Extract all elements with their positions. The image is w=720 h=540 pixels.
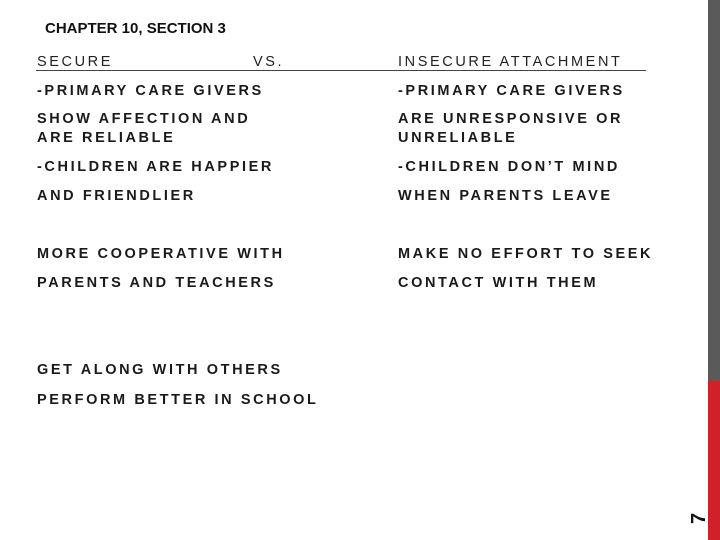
secure-line-7: PARENTS AND TEACHERS [37, 275, 276, 291]
header-secure: SECURE [37, 54, 114, 70]
header-vs: VS. [253, 54, 285, 70]
secure-line-5: AND FRIENDLIER [37, 188, 196, 204]
insecure-line-5: WHEN PARENTS LEAVE [398, 188, 613, 204]
header-insecure: INSECURE ATTACHMENT [398, 54, 623, 70]
chapter-title: CHAPTER 10, SECTION 3 [45, 20, 226, 37]
secure-line-1: -PRIMARY CARE GIVERS [37, 83, 264, 99]
insecure-line-6: MAKE NO EFFORT TO SEEK [398, 246, 654, 262]
insecure-line-4: -CHILDREN DON’T MIND [398, 159, 620, 175]
sidebar-gray-bar [708, 0, 720, 381]
secure-line-3: ARE RELIABLE [37, 130, 176, 146]
insecure-line-2: ARE UNRESPONSIVE OR [398, 111, 624, 127]
secure-line-2: SHOW AFFECTION AND [37, 111, 251, 127]
insecure-line-3: UNRELIABLE [398, 130, 518, 146]
header-underline [36, 70, 646, 71]
page-number: 7 [688, 512, 710, 524]
insecure-line-7: CONTACT WITH THEM [398, 275, 599, 291]
insecure-line-1: -PRIMARY CARE GIVERS [398, 83, 625, 99]
secure-line-8: GET ALONG WITH OTHERS [37, 362, 283, 378]
secure-line-9: PERFORM BETTER IN SCHOOL [37, 392, 319, 408]
secure-line-6: MORE COOPERATIVE WITH [37, 246, 285, 262]
secure-line-4: -CHILDREN ARE HAPPIER [37, 159, 274, 175]
